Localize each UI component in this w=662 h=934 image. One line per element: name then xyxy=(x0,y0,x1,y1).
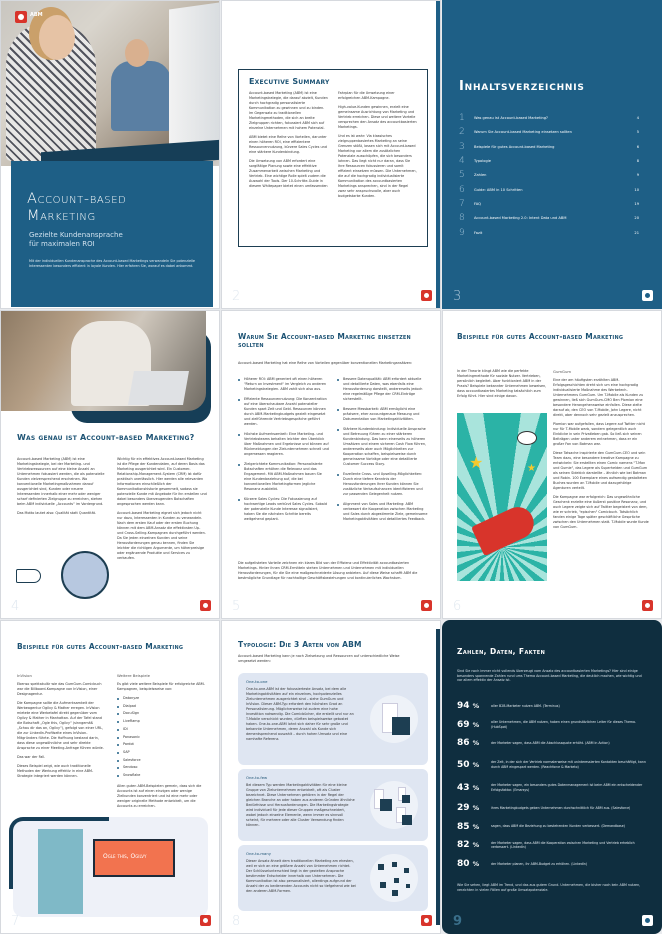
toc-item-page: 19 xyxy=(634,201,639,206)
toc-item-page: 20 xyxy=(634,216,639,221)
stat-value: 43 % xyxy=(457,782,480,793)
stat-item xyxy=(457,777,647,799)
stat-value: 69 % xyxy=(457,719,480,730)
company-list xyxy=(117,695,207,780)
more-examples xyxy=(117,673,207,809)
card-text: Dieser Ansatz ähnelt dem traditionellen Marketing am ehesten, weil er sich an eine größere Anzahl von Unternehmen richtet. Der Schlüsselunterschied liegt in der gezielten Ansprache bestimmter Entscheider innerhalb von Unternehmen. Die Kommunikation ist also personalisiert, allerdings aufgrund der Anzahl der zu bedienenden Accounts nicht so tiefgehend wie bei den anderen ABM-Formen. xyxy=(246,859,356,893)
company-item: Sendoso xyxy=(117,764,207,772)
stat-description: ihres Marketingbudgets geben Unternehmen durchschnittlich für ABM aus. (Salesforce) xyxy=(491,805,631,810)
company-item: DocuSign xyxy=(117,710,207,718)
section-title: Typologie: Die 3 Arten von ABM xyxy=(238,640,362,649)
toc-item-number: 2 xyxy=(459,127,465,138)
cover-title xyxy=(27,191,126,225)
paragraph: Fahrplan für die Umsetzung einer erfolgreichen ABM-Kampagne. xyxy=(338,90,395,100)
page-typology[interactable] xyxy=(221,620,441,934)
paragraph: Eine der am häufigsten erzählten ABM-Erfolgsgeschichten dreht sich um eine hochgradig individualisierte Maßnahme des Werbetech-Unternehmens GumGum. Um T-Mobile als Kunden zu gewinnen, ließ sich GumGum-CMO Ben Plomion eine besondere Herangehensweise einfallen. Diese zielte darauf ab, den CEO von T-Mobile, John Legere, nicht direkt, aber dennoch sehr gezielt anzusprechen. xyxy=(553,378,644,417)
brand-logo-icon xyxy=(421,290,432,301)
section-title: Was genau ist Account-based Marketing? xyxy=(17,433,195,442)
executive-summary-col2 xyxy=(338,91,417,199)
star-icon: ★ xyxy=(527,463,536,474)
card-label: One-to-many xyxy=(246,851,272,856)
benefit-item: Exzellente Cross- und Upselling-Möglichkeiten: Durch eine tiefere Kenntnis der Herausforderungen Ihrer Kunden können Sie zusätzliche Verkaufschancen identifizieren und zur passenden Gelegenheit nutzen. xyxy=(337,472,428,497)
page-number: 7 xyxy=(11,914,20,929)
section-title: Beispiele für gutes Account-based Marketing xyxy=(457,332,624,341)
toc-item-label: Typologie xyxy=(474,159,491,164)
benefit-item: Zielgerichtete Kommunikation: Personalisierte Botschaften erhöhen die Relevanz und das Engagement. Mit ABM-Maßnahmen bauen Sie eine Kundenbeziehung auf, die bei konventionellen Marketingformen jegliche Resonanz ausbleibt. xyxy=(238,462,329,492)
benefits-list xyxy=(238,377,428,527)
cover-subtitle-line2: für maximalen ROI xyxy=(29,239,95,248)
paragraph: Ebenso spektakulär wie das GumGum-Comicbuch war die Billboard-Kampagne von InVision, einer Designagentur. xyxy=(17,682,102,696)
toc-item-number: 9 xyxy=(459,227,465,238)
paragraph: Dieses Beispiel zeigt, wie auch traditionelle Methoden der Werbung effektiv in eine ABM-Strategie integriert werden können. xyxy=(17,764,94,778)
brand-logo-icon xyxy=(421,915,432,926)
stat-description: der Marketer sagen, dass ABM die Kooperation zwischen Marketing und Vertrieb erheblich verbessert. (LinkedIn) xyxy=(491,840,635,850)
billboard-text: Ogle this, Ogilvy xyxy=(103,853,147,860)
card-label: One-to-few xyxy=(246,775,268,780)
toc-item[interactable] xyxy=(459,211,639,225)
page-number: 6 xyxy=(453,599,462,614)
toc-list xyxy=(459,111,639,240)
case-study-label: GumGum xyxy=(553,369,572,374)
stat-item xyxy=(457,753,647,777)
toc-item-page: 8 xyxy=(636,159,639,164)
stat-item xyxy=(457,855,647,874)
toc-item-page: 6 xyxy=(636,144,639,149)
paragraph: Die Umsetzung von ABM erfordert eine sorgfältige Planung sowie eine effektive Zusammenarbeit zwischen Marketing und Vertrieb. Eine wichtige Rolle spielt zudem die Auswahl der Tools. Der 10-Schritte-Guide in diesem Whitepaper bietet einen umfassenden xyxy=(249,158,328,188)
toc-item-page: 4 xyxy=(636,116,639,121)
page-examples-1[interactable] xyxy=(442,310,662,619)
toc-item-number: 1 xyxy=(459,113,465,124)
stat-value: 80 % xyxy=(457,858,480,869)
toc-item-label: Account-based Marketing 2.0: Intent Data und ABM xyxy=(474,216,567,221)
company-item: Pardot xyxy=(117,741,207,749)
benefit-item: Höchste Aufmerksamkeit: Eine Marketing- und Vertriebsteams behalten leichter den Überblick über Maßnahmen und Ergebnisse und können auf Rückmeldungen der Zielunternehmen schnell und angemessen reagieren. xyxy=(238,432,329,457)
paragraph: Plomion war aufgefallen, dass Legere auf Twitter nicht nur für T-Mobile warb, sondern gelegentlich auch Einblicke in sein Privatleben gab. So ließ sich seinen Beiträgen unter anderem entnehmen, dass er ein großer Fan von Batman war. xyxy=(553,422,645,446)
stat-item xyxy=(457,716,647,735)
typology-card-one-to-many xyxy=(238,845,428,911)
company-item: Dialpad xyxy=(117,703,207,711)
brand-logo-icon xyxy=(642,600,653,611)
company-item: IDI xyxy=(117,726,207,734)
stat-description: sagen, dass ABM die Beziehung zu bestehenden Kunden verbessert. (Demandbase) xyxy=(491,824,625,829)
paragraph: Die Kampagne war erfolgreich: Das ungewöhnliche Geschenk erzielte eine äußerst positive Resonanz, und auch Legere zeigte sich auf Twitter begeistert von dem, wie er schrieb, "epischen" Comicbuch. Tatsächlich fanden einige Tage später geschäftliche Gespräche zwischen den Unternehmen statt. T-Mobile wurde Kunde von GumGum. xyxy=(553,495,649,529)
benefits-col1 xyxy=(238,377,329,527)
toc-item-number: 3 xyxy=(459,141,465,152)
paragraph: Wichtig für ein effektives Account-based Marketing ist die Pflege der Kundendaten, auf deren Basis das Marketing ausgerichtet wird. Ein Customer-Relationship-Management-System (CRM) ist dafür praktisch unerlässlich. Hier werden alle relevanten Informationen einschließlich der Kommunikationshistorie gesammelt, sodass sie potenzielle Kunde mit Angebote für ihn erstellen und dabei besonders überzeugenden Botschaften angesprochen werden kann. xyxy=(117,457,207,506)
photo-laptop xyxy=(128,371,189,405)
toc-item[interactable] xyxy=(459,140,639,154)
megaphone-icon xyxy=(16,569,41,583)
case-study-invision xyxy=(17,673,105,779)
megaphone-illustration xyxy=(457,413,547,581)
stat-item xyxy=(457,799,647,818)
brand-logo-icon xyxy=(15,11,27,23)
page-cover[interactable] xyxy=(0,0,220,309)
stat-item xyxy=(457,734,647,753)
executive-summary-col1 xyxy=(249,91,328,199)
toc-item-number: 7 xyxy=(459,198,465,209)
paragraph: Account-based Marketing (ABM) ist eine Marketingstrategie, bei der Marketing- und Vertriebsressourcen auf eine kleine Anzahl an Unternehmen fokussiert werden, die als potenzielle Kunden vielversprechend erscheinen. Wo konventionelle Marketingmaßnahmen darauf ausgerichtet sind, Kunden oder neuere Interessenten innerhalb einer mehr oder weniger scharf definierten Zielgruppe zu erreichen, stehen beim ABM individuelle „Accounts“ im Vordergrund. xyxy=(17,457,105,506)
many-buildings-icon xyxy=(370,854,418,902)
stat-description: der Zeit, in der sich der Vertrieb normalerweise mit uninteressierten Kontakten beschäftigt, kann durch ABM eingespart werden. (Reachforce & Marketo) xyxy=(491,760,646,769)
paragraph: Die Kampagne sollte die Aufmerksamkeit der Werbeagentur Ogilvy & Mather erregen. InVision mietete eine Werbetafel direkt gegenüber vom Ogilvy & Mather in Manhattan. Auf der Tafel stand die Botschaft „Ogle this, Ogilvy“ (sinngemäß „Schau dir das an, Ogilvy“), gefolgt von einer URL, die zur LinkedIn-Profilseite eines InVision-Mitgründers führte. Die Hoffnung bestand darin, dass diese ungewöhnliche und sehr direkte Ansprache zu einer Meeting-Anfrage führen würde. xyxy=(17,701,104,750)
page-edge-stripe xyxy=(436,1,440,308)
few-buildings-icon xyxy=(370,781,418,829)
cover-title-line1: Account-based xyxy=(27,191,127,207)
stat-item xyxy=(457,817,647,836)
photo-person-man-head xyxy=(125,39,149,67)
brand-logo-icon xyxy=(200,600,211,611)
paragraph: Das Motto lautet also: Qualität statt Quantität. xyxy=(17,511,97,515)
illustration-frame-accent xyxy=(9,817,109,889)
section-intro: Account-based Marketing kann je nach Zielsetzung und Ressourcen auf unterschiedliche Weise umgesetzt werden: xyxy=(238,654,400,663)
card-text: One-to-one-ABM ist der fokussierteste Ansatz, bei dem alle Marketingaktivitäten auf ein einzelnes, hochpotenzielles Zielunternehmen ausgerichtet sind – siehe GumGum und InVision. Dieser ABM-Typ erfordert den höchsten Grad an Personalisierung. Möglicherweise ist zudem eine hohe Investition notwendig. Die Comicbücher, die erstellt und nur an T-Mobile verschickt wurden, dürften beispielsweise gekostet haben. One-to-one-ABM lohnt sich daher für sehr große und bekannte Unternehmen, deren Anzahl als Kunde sich dementsprechend auszahlt – durch hohen Umsatz und eine namhafte Referenz. xyxy=(246,687,354,741)
header-photo xyxy=(1,311,206,411)
benefit-item: Kürzere Sales Cycles: Die Fokussierung auf hochwertige Leads verkürzt Sales Cycles. Sobald der potenzielle Kunde Interesse signalisiert, haben Sie die nächsten Schritte bereits weitgehend geplant. xyxy=(238,497,329,522)
page-number: 5 xyxy=(232,599,241,614)
paragraph: ABM bietet eine Reihe von Vorteilen, darunter einen höheren ROI, eine effizientere Ressourcennutzung, kürzere Sales Cycles und eine stärkere Kundenbindung. xyxy=(249,134,327,154)
section-title: Beispiele für gutes Account-based Marketing xyxy=(17,642,184,651)
single-building-icon xyxy=(370,695,418,743)
section-body xyxy=(17,457,207,561)
page-examples-2[interactable] xyxy=(0,620,220,934)
toc-item-label: Zahlen xyxy=(474,173,487,178)
toc-item[interactable] xyxy=(459,154,639,168)
paragraph: Diese Tatsache inspirierte den GumGum-CEO und sein Team dazu, eine besondere kreative Kampagne zu entwickeln: Sie erstellten einen Comic namens "T-Man und Gumie", das Legere als Superhelden und GumGum als seinen Sidekick darstellte – ähnlich wie bei Batman und Robin. 100 Exemplare eines aufwendig gestalteten Buches wurden an T-Mobile und dazugehörige Agenturen verteilt. xyxy=(553,451,648,490)
toc-item-number: 6 xyxy=(459,184,465,195)
page-what-is-abm[interactable] xyxy=(0,310,220,619)
paragraph: Account-based Marketing eignet sich jedoch nicht nur dazu, Interessenten in Kunden zu verwandeln. Nach dem ersten Kauf oder der ersten Buchung können mit dem ABM-Ansatz die effektivsten Up- und Cross-Selling-Kampagnen durchgeführt werden. Da Sie jeden einzelnen Kunden und seine Herausforderungen genau kennen, finden Sie leichter die richtigen Argumente, um höherpreisige oder ergänzende Produkte und Services zu verkaufen. xyxy=(117,511,206,560)
star-icon: ★ xyxy=(469,453,484,472)
stat-value: 50 % xyxy=(457,759,480,770)
targeting-illustration xyxy=(16,551,116,611)
company-item: Datanyze xyxy=(117,695,207,703)
stat-value: 85 % xyxy=(457,821,480,832)
benefit-item: Effiziente Ressourcennutzung: Die Konzentration auf eine überschaubare Anzahl potenzieller Kunden spart Zeit und Geld. Ressourcen können durch ABM-Marketingbudgets gezielt eingesetzt und zielführende Vertriebsgespräche geführt werden. xyxy=(238,397,329,427)
section-title: Warum Sie Account-based Marketing einsetzen sollten xyxy=(238,332,411,350)
toc-item-label: Was genau ist Account-based Marketing? xyxy=(474,116,548,121)
body-col2 xyxy=(117,457,207,561)
toc-item-page: 9 xyxy=(636,173,639,178)
case-study-gumgum xyxy=(553,369,649,530)
paragraph: High-value-Kunden gewinnen, erzielt eine gemeinsame Ausrichtung von Marketing und Vertrieb erreichen. Diese und weitere Vorteile versprechen den Ansatz des accountbasierten Marketings. xyxy=(338,104,417,129)
company-item: Panasonic xyxy=(117,734,207,742)
body-col1 xyxy=(17,457,107,561)
stat-value: 86 % xyxy=(457,738,480,749)
toc-item[interactable] xyxy=(459,197,639,211)
benefits-col2 xyxy=(337,377,428,527)
cloud-icon xyxy=(517,431,537,445)
toc-item-page: 21 xyxy=(634,230,639,235)
paragraph: Allen guten ABM-Beispielen gemein, dass sich die Accounts ist auf einen einzigen oder wenige Zielkunden konzentriert und ist eine mehr oder weniger originelle Methode entwickelt, um die Accounts zu erreichen. xyxy=(117,783,202,808)
toc-item-label: Guide: ABM in 10 Schritten xyxy=(474,187,523,192)
stat-item xyxy=(457,697,647,716)
benefit-item: Bessere Datenqualität: ABM erfordert aktuelle und detaillierte Daten, was ebenfalls eine Herausforderung darstellt, andererseits jedoch eine regelmäßige Pflege der CRM-Einträge sicherstellt. xyxy=(337,377,428,402)
company-item: SAP xyxy=(117,749,207,757)
typology-card-one-to-one xyxy=(238,673,428,765)
stat-value: 82 % xyxy=(457,840,480,851)
benefit-item: Höherer ROI: ABM generiert oft einen höheren "Return on Investment" im Vergleich zu anderen Marketingstrategien. ABM zahlt sich also aus. xyxy=(238,377,329,392)
page-number: 9 xyxy=(453,914,463,929)
typology-card-one-to-few xyxy=(238,769,428,841)
benefit-item: Alignment von Sales und Marketing: ABM verbessert die Kooperation zwischen Marketing und Sales durch abgestimmte Ziele, gemeinsame Marketingaktivitäten und detailliertes Feedback. xyxy=(337,502,428,522)
paragraph: Account-based Marketing (ABM) ist eine Marketingstrategie, die darauf abzielt, Kunden durch hochgradig personalisierte Kommunikation zu gewinnen und zu binden. Im Gegensatz zu traditionellen Marketingmethoden, die sich an breite Zielgruppen richten, fokussiert ABM sich auf einzelne Unternehmen mit hohem Potenzial. xyxy=(249,90,328,130)
stat-description: der Marketer sagen, ein besonders gutes Datenmanagement ist beim ABM ein entscheidender Erfolgsfaktor. (Emarsys) xyxy=(491,783,643,792)
page-number: 4 xyxy=(11,599,20,614)
brand-logo-icon xyxy=(642,290,653,301)
benefit-item: Stärkere Kundenbindung: Individuelle Ansprache und Betreuung führen zu einer stärkeren Kundenbindung. Das kann einerseits zu höheren Umsätzen und einem sicheren Cash Flow führen, andererseits aber auch Möglichkeiten zur Kooperation schaffen, beispielsweise durch gemeinsame Vorträge oder eine detaillierte Customer Success Story. xyxy=(337,427,428,467)
toc-item[interactable] xyxy=(459,125,639,139)
paragraph: Und es ist wahr: Via klassisches zielgruppenbasiertes Marketing an seine Grenzen stößt, lassen sich mit Account-based Marketing vor allem die zusätzlichen Potenziale ausschöpfen, die sich besonders lohnen. Das liegt nicht nur daran, dass Sie Ihre Ressourcen fokussieren und somit effizient einsetzen müssen. Die Unternehmen, die auf die hochgradig individualisierte Kommunikation des accountbasierten Marketings ansprechen, sind in der Regel zwar sehr anspruchsvolle, aber auch budgetstarke Kunden. xyxy=(338,133,417,198)
page-executive-summary[interactable] xyxy=(221,0,441,309)
stat-description: der Marketer planen, ihr ABM-Budget zu erhöhen. (LinkedIn) xyxy=(491,861,588,866)
toc-item-label: Warum Sie Account-based Marketing einsetzen sollten xyxy=(474,130,572,135)
toc-item-number: 8 xyxy=(459,213,465,224)
toc-item[interactable] xyxy=(459,225,639,239)
section-outro: Wie Sie sehen, liegt ABM im Trend, und das aus gutem Grund. Unternehmen, die bisher noch kein ABM nutzen, verzichten in vielen Fällen auf große Umsatzpotenziale. xyxy=(457,883,641,892)
page-number: 2 xyxy=(232,289,241,304)
section-intro: In der Theorie klingt ABM wie die perfekte Marketingmethode für soziale Nutzer. Vertrieben, persönlich begleitet. Aber funktioniert ABM in der Praxis? Beispiele bekannter Unternehmen beweisen, dass accountbasiertes Marketing tatsächlich zum Erfolg führt. Hier sind einige davon. xyxy=(457,369,547,398)
section-title: Zahlen, Daten, Fakten xyxy=(457,647,546,656)
section-outro: Die aufgelisteten Vorteile zeichnen ein klares Bild von der Effizienz und Effektivität accountbasierten Marketings. Hinter ihnen CRM-Ermitteln stehen Unternehmen und Unternehmen mit individuellen Herausforderungen, für die Sie eine maßgeschneiderte Lösung anbieten. Auf diese Weise schafft ABM die bestmögliche Grundlage für nachhaltige Geschäftsbeziehungen und kontinuierliches Wachstum. xyxy=(238,561,418,580)
toc-item-page: 10 xyxy=(634,187,639,192)
stats-list xyxy=(457,697,647,873)
stat-item xyxy=(457,836,647,855)
stat-description: aller Unternehmen, die ABM nutzen, haben einen grundsätzlichen Leiter für dieses Thema. (HubSpot) xyxy=(491,720,636,729)
toc-item-number: 4 xyxy=(459,156,465,167)
cover-subtitle-line1: Gezielte Kundenansprache xyxy=(29,231,123,239)
paragraph: Es gibt viele weitere Beispiele für erfolgreiche ABM-Kampagnen, beispielsweise von: xyxy=(117,682,205,691)
cover-title-line2: Marketing xyxy=(27,208,96,224)
toc-item[interactable] xyxy=(459,168,639,182)
toc-item-label: FAQ xyxy=(474,201,481,206)
page-why-abm[interactable] xyxy=(221,310,441,619)
company-item: LiveRamp xyxy=(117,718,207,726)
brand-logo-icon xyxy=(200,915,211,926)
card-text: Bei diesem Typ werden Marketingaktivitäten für eine kleine Gruppe von Zielunternehmen entwickelt, oft als Cluster bezeichnet. Diese Unternehmen gehören in der Regel der gleichen Branche an oder haben aus anderen Gründen ähnliche Bedürfnisse und Herausforderungen. Die Marketingstrategie wird individuell für jede dieser Gruppen maßgeschneidert, wobei jedoch einzelne Elemente, wenn immer es sinnvoll scheint, für mehrere oder alle Cluster Verwendung finden können. xyxy=(246,783,355,827)
stat-description: der Marketer sagen, dass ABM die Abschlussquote erhöht. (ABM in Action) xyxy=(491,741,610,746)
cover-description: Mit der individuellen Kundenansprache des Account-based Marketings verwandeln Sie potenzielle Interessenten besonders effizient in loyale Kunden. Hier erfahren Sie, worauf es dabei ankommt. xyxy=(29,259,196,268)
company-item: Snowflake xyxy=(117,772,207,780)
page-table-of-contents[interactable] xyxy=(442,0,662,309)
stat-value: 29 % xyxy=(457,803,480,814)
stat-description: aller B2B-Marketer nutzen ABM. (Terminus) xyxy=(491,704,560,709)
executive-summary-title: Executive Summary xyxy=(249,77,330,86)
photo-person-man xyxy=(111,61,171,131)
buildings-circle-icon xyxy=(61,551,109,599)
page-facts-figures[interactable] xyxy=(442,620,662,934)
brand-logo-icon xyxy=(642,915,653,926)
executive-summary-box xyxy=(238,69,428,247)
cover-subtitle xyxy=(29,231,123,248)
toc-item[interactable] xyxy=(459,111,639,125)
photo-person-woman-head xyxy=(39,15,75,60)
page-number: 3 xyxy=(453,289,462,304)
card-label: One-to-one xyxy=(246,679,268,684)
section-intro: Account-based Marketing hat eine Reihe von Vorteilen gegenüber konventionellen Marketingansätzen: xyxy=(238,361,413,365)
company-item: Salesforce xyxy=(117,757,207,765)
section-intro: Sind Sie noch immer nicht vollends überzeugt vom Ansatz des accountbasierten Marketings? Hier sind einige besonders spannende Zahlen rund ums Thema Account-based Marketing, die deutlich machen, wie wichtig und vor allem effektiv der Ansatz ist. xyxy=(457,669,642,683)
toc-item-page: 5 xyxy=(636,130,639,135)
case-study-label: InVision xyxy=(17,673,32,678)
brand-logo-icon xyxy=(421,600,432,611)
page-edge-stripe xyxy=(436,629,440,925)
stat-value: 94 % xyxy=(457,701,480,712)
benefit-item: Bessere Messbarkeit: ABM ermöglicht eine präzisere, eher accountgenaue Messung und Dokumentation von Marketingaktivitäten. xyxy=(337,407,428,422)
megaphone-icon xyxy=(471,502,539,556)
toc-title: Inhaltsverzeichnis xyxy=(459,79,585,94)
toc-item-number: 5 xyxy=(459,170,465,181)
brand-logo-text: ABM xyxy=(30,12,43,18)
toc-item[interactable] xyxy=(459,182,639,196)
more-examples-label: Weitere Beispiele xyxy=(117,673,150,678)
photo-monitor xyxy=(169,2,219,149)
paragraph: Das war der Fall. xyxy=(17,755,46,759)
toc-item-label: Fazit xyxy=(474,230,483,235)
toc-item-label: Beispiele für gutes Account-based Marketing xyxy=(474,144,555,149)
page-number: 8 xyxy=(232,914,241,929)
